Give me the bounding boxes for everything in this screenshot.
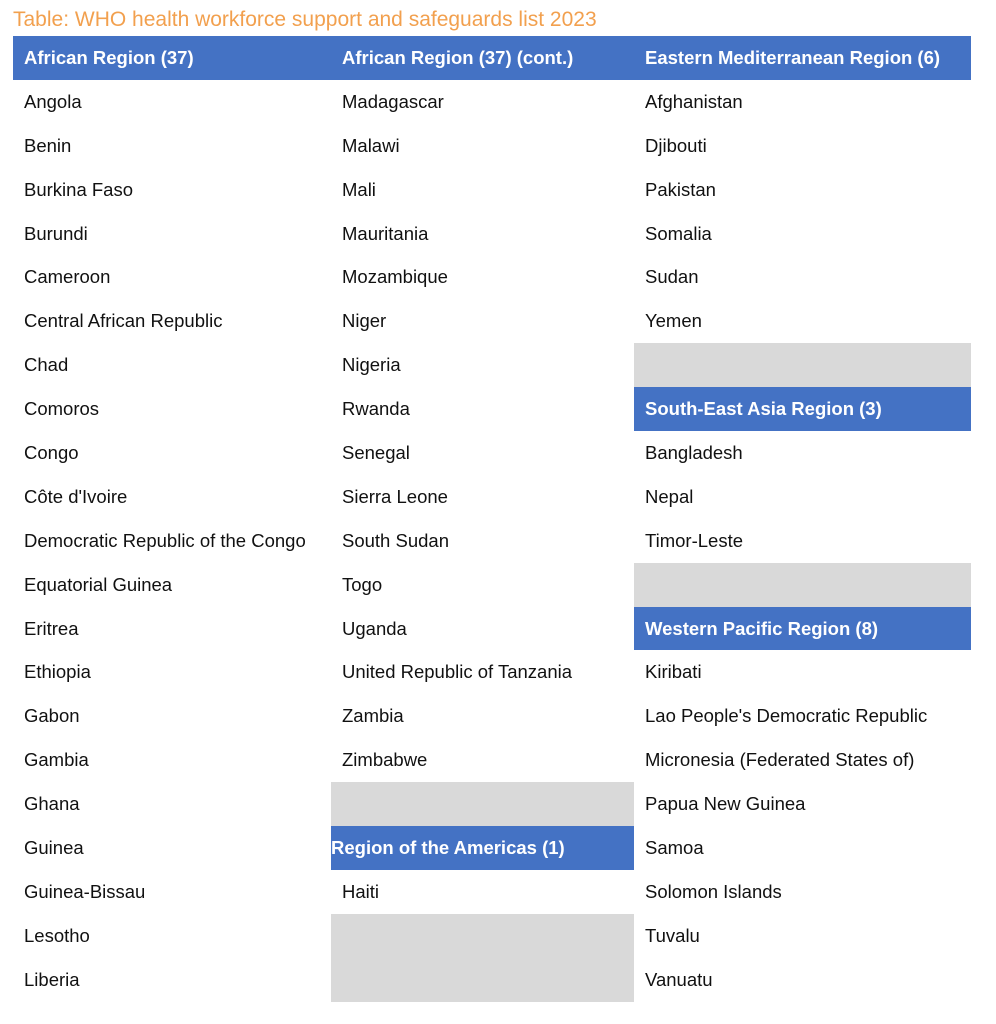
- table-row: [13, 870, 971, 914]
- country-cell: Nigeria: [342, 354, 401, 376]
- empty-cell: [331, 914, 634, 958]
- country-cell: Mauritania: [342, 222, 429, 244]
- table-row: [13, 738, 971, 782]
- region-header-cell: South-East Asia Region (3): [634, 387, 971, 431]
- country-cell: Cameroon: [24, 266, 111, 288]
- country-cell: United Republic of Tanzania: [342, 661, 573, 683]
- country-cell: Mozambique: [342, 266, 448, 288]
- country-cell: Nepal: [645, 485, 694, 507]
- country-cell: Somalia: [645, 222, 712, 244]
- table-row: [13, 475, 971, 519]
- table-row: [13, 650, 971, 694]
- country-cell: Timor-Leste: [645, 529, 744, 551]
- table-row: [13, 958, 971, 1002]
- country-cell: Central African Republic: [24, 310, 223, 332]
- region-table: [13, 36, 971, 1002]
- header-eastern-mediterranean-region: Eastern Mediterranean Region (6): [634, 36, 971, 80]
- country-cell: Eritrea: [24, 617, 79, 639]
- country-cell: South Sudan: [342, 529, 449, 551]
- country-cell: Senegal: [342, 441, 410, 463]
- empty-cell: [634, 343, 971, 387]
- table-row: [13, 431, 971, 475]
- country-cell: Liberia: [24, 968, 80, 990]
- country-cell: Chad: [24, 354, 69, 376]
- table-row: [13, 694, 971, 738]
- country-cell: Sierra Leone: [342, 485, 448, 507]
- country-cell: Afghanistan: [645, 90, 743, 112]
- empty-cell: [331, 782, 634, 826]
- table-row: [13, 212, 971, 256]
- country-cell: Gambia: [24, 749, 89, 771]
- country-cell: Vanuatu: [645, 968, 713, 990]
- country-cell: Congo: [24, 441, 79, 463]
- country-cell: Zambia: [342, 705, 404, 727]
- header-african-region-cont: African Region (37) (cont.): [331, 36, 634, 80]
- country-cell: Djibouti: [645, 134, 707, 156]
- table-row: [13, 607, 971, 651]
- table-row: [13, 387, 971, 431]
- table-row: [13, 826, 971, 870]
- country-cell: Samoa: [645, 836, 704, 858]
- header-african-region: African Region (37): [13, 36, 331, 80]
- table-body: [13, 80, 971, 1002]
- country-cell: Malawi: [342, 134, 400, 156]
- country-cell: Democratic Republic of the Congo: [24, 529, 306, 551]
- table-row: [13, 519, 971, 563]
- country-cell: Burundi: [24, 222, 88, 244]
- country-cell: Micronesia (Federated States of): [645, 749, 915, 771]
- empty-cell: [634, 563, 971, 607]
- country-cell: Tuvalu: [645, 924, 700, 946]
- country-cell: Lesotho: [24, 924, 90, 946]
- country-cell: Kiribati: [645, 661, 702, 683]
- country-cell: Zimbabwe: [342, 749, 428, 771]
- country-cell: Sudan: [645, 266, 699, 288]
- country-cell: Haiti: [342, 880, 380, 902]
- country-cell: Guinea: [24, 836, 84, 858]
- country-cell: Comoros: [24, 398, 100, 420]
- region-header-cell: Region of the Americas (1): [331, 826, 634, 870]
- country-cell: Madagascar: [342, 90, 444, 112]
- country-cell: Uganda: [342, 617, 407, 639]
- country-cell: Burkina Faso: [24, 178, 133, 200]
- table-row: [13, 255, 971, 299]
- country-cell: Niger: [342, 310, 387, 332]
- country-cell: Ghana: [24, 793, 80, 815]
- country-cell: Rwanda: [342, 398, 410, 420]
- country-cell: Pakistan: [645, 178, 716, 200]
- country-cell: Benin: [24, 134, 72, 156]
- table-row: [13, 914, 971, 958]
- empty-cell: [331, 958, 634, 1002]
- table-row: [13, 80, 971, 124]
- table-row: [13, 782, 971, 826]
- country-cell: Yemen: [645, 310, 702, 332]
- country-cell: Mali: [342, 178, 376, 200]
- country-cell: Angola: [24, 90, 82, 112]
- table-header-row: [13, 36, 971, 80]
- country-cell: Equatorial Guinea: [24, 573, 173, 595]
- country-cell: Bangladesh: [645, 441, 743, 463]
- country-cell: Gabon: [24, 705, 80, 727]
- table-row: [13, 343, 971, 387]
- country-cell: Lao People's Democratic Republic: [645, 705, 928, 727]
- table-caption: Table: WHO health workforce support and safeguards list 2023: [13, 8, 597, 31]
- country-cell: Solomon Islands: [645, 880, 782, 902]
- country-cell: Côte d'Ivoire: [24, 485, 128, 507]
- table-row: [13, 124, 971, 168]
- table-row: [13, 299, 971, 343]
- table-row: [13, 168, 971, 212]
- country-cell: Guinea-Bissau: [24, 880, 146, 902]
- table-row: [13, 563, 971, 607]
- country-cell: Togo: [342, 573, 383, 595]
- country-cell: Papua New Guinea: [645, 793, 806, 815]
- region-header-cell: Western Pacific Region (8): [634, 607, 971, 651]
- country-cell: Ethiopia: [24, 661, 91, 683]
